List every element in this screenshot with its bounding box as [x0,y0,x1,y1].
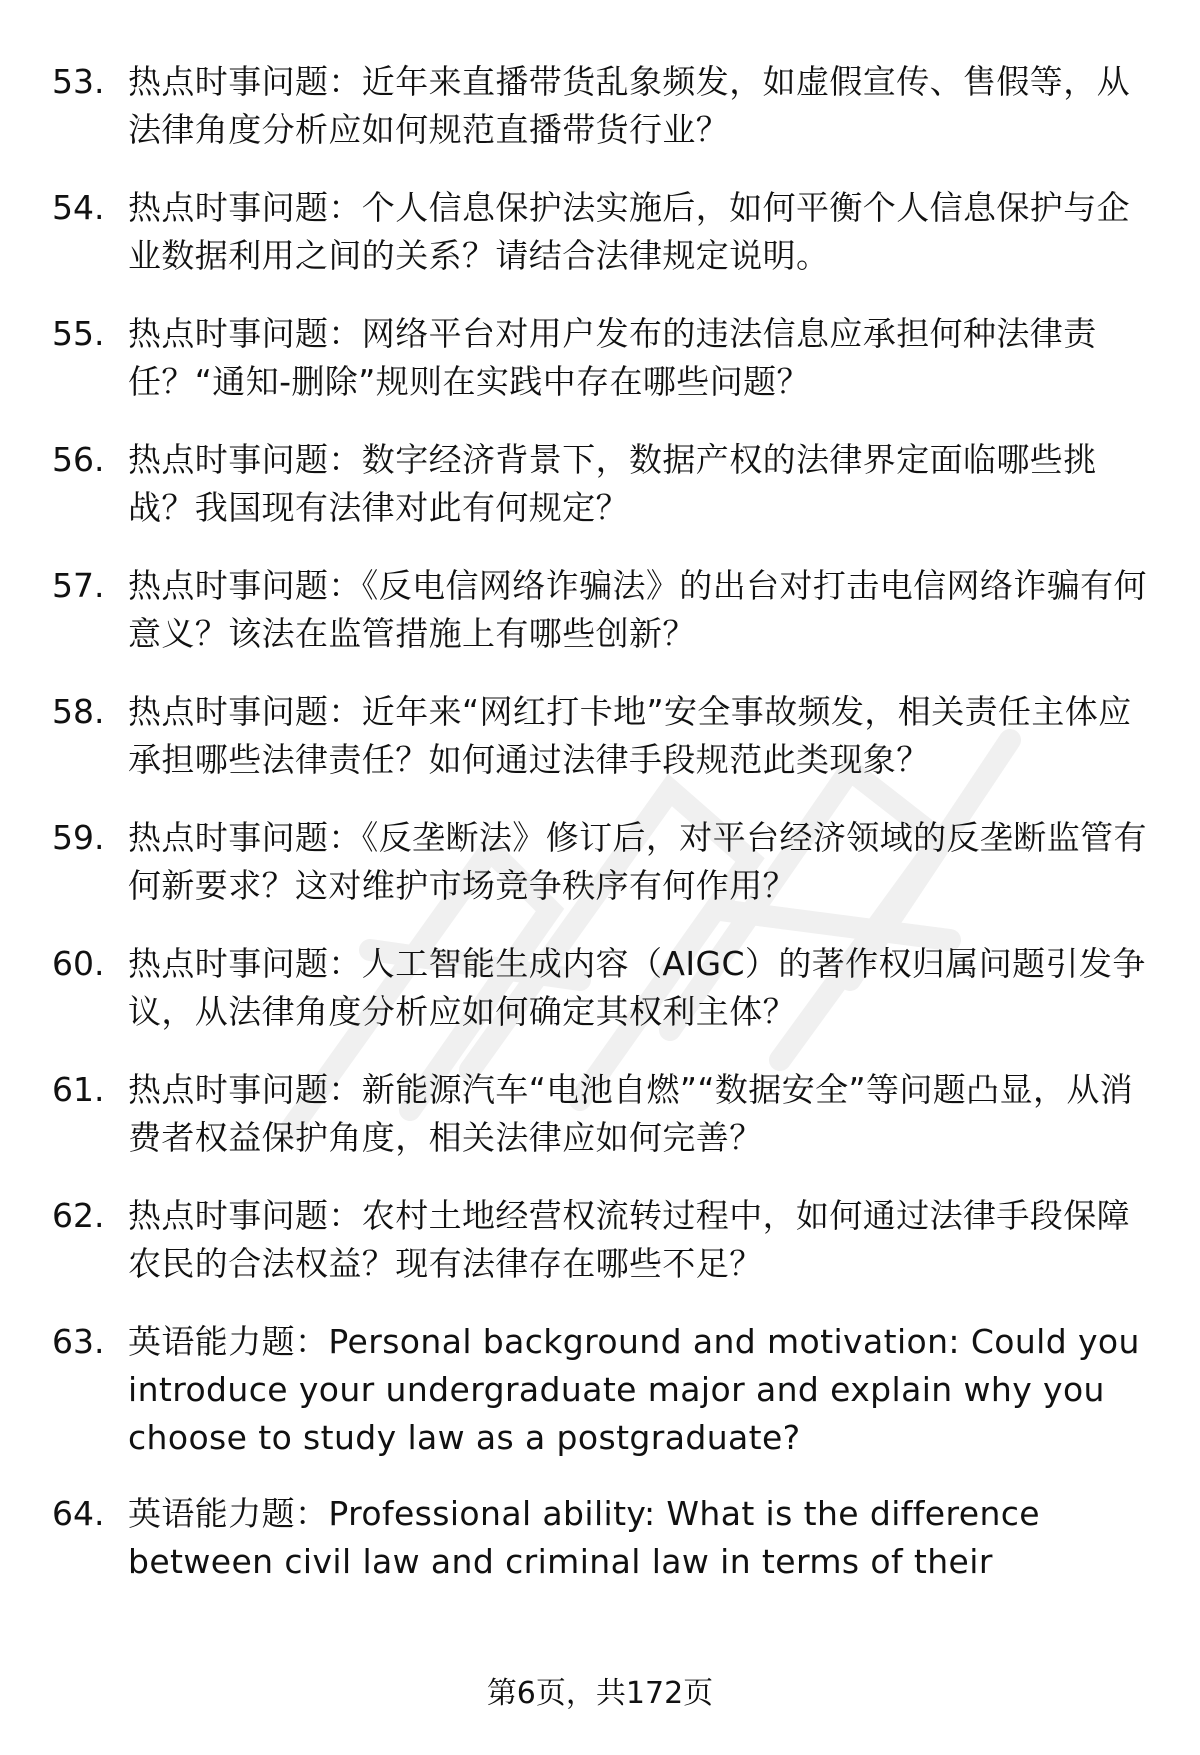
question-list [52,58,1162,1614]
question-item [52,940,1162,1036]
question-text: 热点时事问题：个人信息保护法实施后，如何平衡个人信息保护与企业数据利用之间的关系？请结合法律规定说明。 [128,188,1130,275]
question-item [52,688,1162,784]
question-item [52,436,1162,532]
question-item [52,1318,1162,1462]
question-item [52,58,1162,154]
question-text: 热点时事问题：近年来“网红打卡地”安全事故频发，相关责任主体应承担哪些法律责任？如何通过法律手段规范此类现象？ [128,692,1132,779]
question-text: 热点时事问题：数字经济背景下，数据产权的法律界定面临哪些挑战？我国现有法律对此有何规定？ [128,440,1097,527]
question-number: 59. [52,818,105,857]
question-number: 56. [52,440,105,479]
question-number: 60. [52,944,105,983]
question-number: 61. [52,1070,105,1109]
question-item [52,1192,1162,1288]
question-item [52,562,1162,658]
page-footer: 第6页，共172页 [486,1676,714,1711]
question-text: 热点时事问题：农村土地经营权流转过程中，如何通过法律手段保障农民的合法权益？现有法律存在哪些不足？ [128,1196,1130,1283]
question-number: 63. [52,1322,105,1361]
question-item [52,1066,1162,1162]
question-text: 英语能力题：Professional ability: What is the difference between civil law and criminal law in terms of their [128,1494,1041,1581]
question-text: 热点时事问题：人工智能生成内容（AIGC）的著作权归属问题引发争议，从法律角度分析应如何确定其权利主体？ [128,944,1146,1031]
question-number: 62. [52,1196,105,1235]
question-item [52,814,1162,910]
question-number: 55. [52,314,105,353]
question-item [52,310,1162,406]
question-number: 57. [52,566,105,605]
question-item [52,184,1162,280]
question-item [52,1490,1162,1586]
question-text: 热点时事问题：《反垄断法》修订后，对平台经济领域的反垄断监管有何新要求？这对维护市场竞争秩序有何作用？ [128,818,1147,905]
question-text: 热点时事问题：网络平台对用户发布的违法信息应承担何种法律责任？“通知-删除”规则在实践中存在哪些问题？ [128,314,1097,401]
question-number: 64. [52,1494,105,1533]
question-text: 热点时事问题：近年来直播带货乱象频发，如虚假宣传、售假等，从法律角度分析应如何规范直播带货行业？ [128,62,1130,149]
question-number: 54. [52,188,105,227]
question-text: 热点时事问题：《反电信网络诈骗法》的出台对打击电信网络诈骗有何意义？该法在监管措施上有哪些创新？ [128,566,1147,653]
question-text: 英语能力题：Personal background and motivation: Could you introduce your undergraduate major and explain why you choose to study law as a postgraduate? [128,1322,1140,1457]
question-number: 58. [52,692,105,731]
question-text: 热点时事问题：新能源汽车“电池自燃”“数据安全”等问题凸显，从消费者权益保护角度，相关法律应如何完善？ [128,1070,1134,1157]
question-number: 53. [52,62,105,101]
